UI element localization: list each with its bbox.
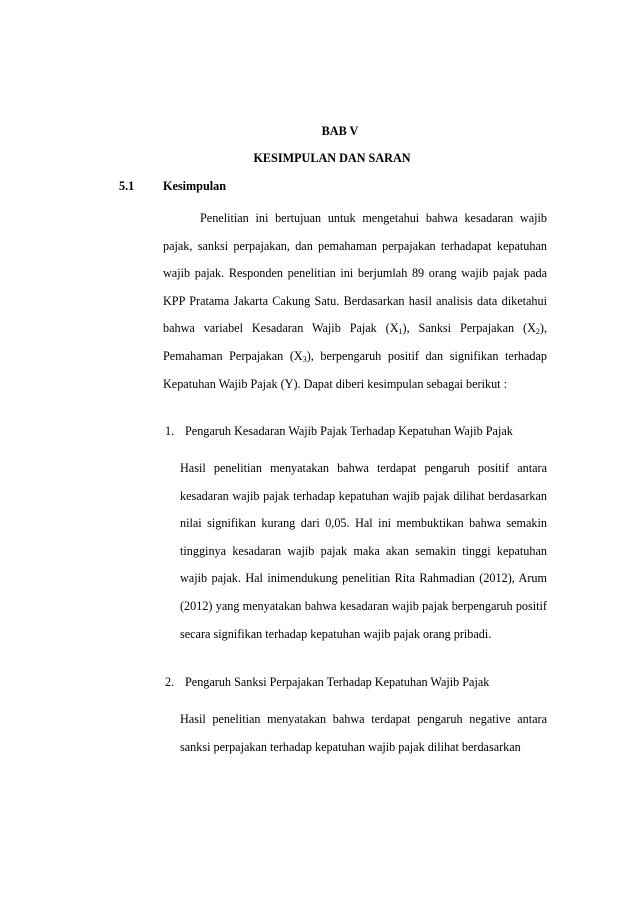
list-item-heading-text: Pengaruh Kesadaran Wajib Pajak Terhadap Kepatuhan Wajib Pajak <box>185 424 513 438</box>
subscript-2: 2 <box>535 327 540 337</box>
subscript-3: 3 <box>302 354 307 364</box>
subscript-1: 1 <box>398 327 403 337</box>
list-item-number: 2. <box>165 675 175 689</box>
list-item-number: 1. <box>165 424 175 438</box>
section-title: Kesimpulan <box>163 179 226 193</box>
list-item-heading-1 <box>165 424 513 439</box>
list-item-heading-text: Pengaruh Sanksi Perpajakan Terhadap Kepatuhan Wajib Pajak <box>185 675 490 689</box>
intro-paragraph <box>163 205 547 398</box>
section-number: 5.1 <box>119 179 135 193</box>
list-item-body-2: Hasil penelitian menyatakan bahwa terdapat pengaruh negative antara sanksi perpajakan terhadap kepatuhan wajib pajak dilihat berdasarkan <box>180 712 547 754</box>
intro-text-part4: ), berpengaruh positif dan signifikan terhadap Kepatuhan Wajib Pajak (Y). Dapat diberi kesimpulan sebagai berikut : <box>163 348 547 391</box>
intro-text-part2: ), Sanksi Perpajakan (X <box>402 321 536 336</box>
chapter-title: KESIMPULAN DAN SARAN <box>253 151 411 165</box>
intro-text-part3: ), Pemahaman Perpajakan (X <box>163 321 547 363</box>
intro-text-part1: Penelitian ini bertujuan untuk mengetahui bahwa kesadaran wajib pajak, sanksi perpajakan, dan pemahaman perpajakan terhadapat kepatuhan wajib pajak. Responden penelitian ini berjumlah 89 orang wajib pajak pada KPP Pratama Jakarta Cakung Satu. Berdasarkan hasil analisis data diketahui bahwa variabel Kesadaran Wajib Pajak (X <box>163 211 547 336</box>
list-item-body-1: Hasil penelitian menyatakan bahwa terdapat pengaruh positif antara kesadaran wajib pajak terhadap kepatuhan wajib pajak dilihat berdasarkan nilai signifikan kurang dari 0,05. Hal ini membuktikan bahwa semakin tingginya kesadaran wajib pajak maka akan semakin tinggi kepatuhan wajib pajak. Hal inimendukung penelitian Rita Rahmadian (2012), Arum (2012) yang menyatakan bahwa kesadaran wajib pajak berpengaruh positif secara signifikan terhadap kepatuhan wajib pajak orang pribadi. <box>180 461 547 641</box>
chapter-label: BAB V <box>321 124 359 138</box>
list-item-heading-2 <box>165 675 489 690</box>
